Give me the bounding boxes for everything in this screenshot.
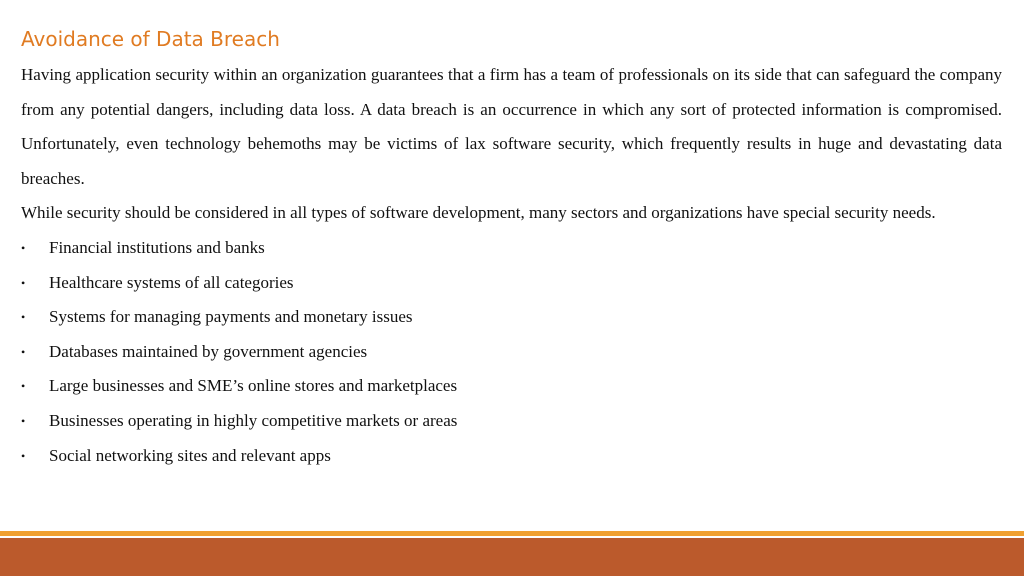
sectors-paragraph: While security should be considered in all types of software development, many sectors and organizations have special security needs. xyxy=(21,203,936,223)
list-item xyxy=(21,300,1002,335)
bullet-icon: • xyxy=(21,448,26,463)
list-item-text: Systems for managing payments and monetary issues xyxy=(49,307,413,327)
list-item-text: Financial institutions and banks xyxy=(49,237,265,257)
footer-band xyxy=(0,538,1024,576)
intro-paragraph: Having application security within an organization guarantees that a firm has a team of professionals on its side that can safeguard the company from any potential dangers, including data loss. A data breach is an occurrence in which any sort of protected information is compromised. Unfortunately, even technology behemoths may be victims of lax software security, which frequently results in huge and devastating data breaches. xyxy=(21,65,1002,188)
slide-body xyxy=(21,58,1002,473)
list-item xyxy=(21,335,1002,370)
bullet-icon: • xyxy=(21,310,26,325)
list-item-text: Healthcare systems of all categories xyxy=(49,272,294,292)
list-item-text: Social networking sites and relevant apps xyxy=(49,445,331,465)
sector-list xyxy=(21,231,1002,473)
list-item xyxy=(21,439,1002,474)
bullet-icon: • xyxy=(21,240,26,255)
list-item xyxy=(21,369,1002,404)
list-item xyxy=(21,266,1002,301)
bullet-icon: • xyxy=(21,413,26,428)
bullet-icon: • xyxy=(21,275,26,290)
bullet-icon: • xyxy=(21,344,26,359)
list-item xyxy=(21,404,1002,439)
bullet-icon: • xyxy=(21,379,26,394)
slide-title: Avoidance of Data Breach xyxy=(21,27,280,51)
list-item xyxy=(21,231,1002,266)
list-item-text: Businesses operating in highly competitive markets or areas xyxy=(49,410,458,430)
footer-accent-line xyxy=(0,531,1024,536)
list-item-text: Databases maintained by government agencies xyxy=(49,341,368,361)
list-item-text: Large businesses and SME’s online stores and marketplaces xyxy=(49,376,458,396)
